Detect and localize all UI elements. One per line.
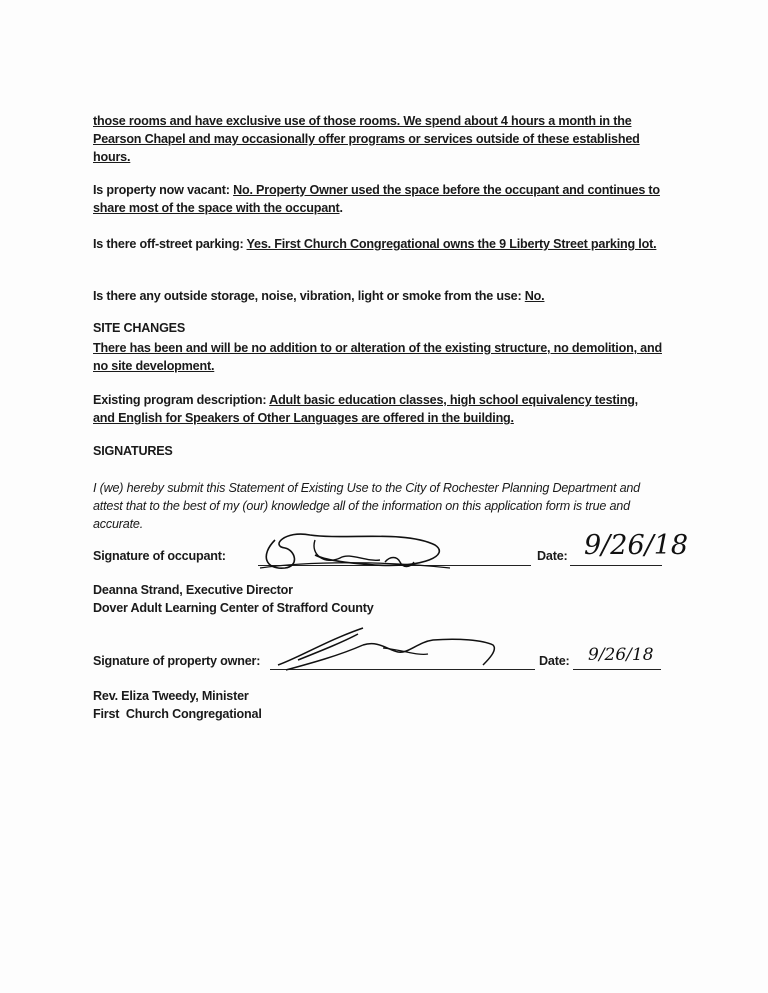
signatures-heading: SIGNATURES <box>93 444 173 458</box>
owner-name: Rev. Eliza Tweedy, Minister <box>93 689 249 703</box>
owner-date-line <box>573 669 661 670</box>
occupant-organization: Dover Adult Learning Center of Strafford County <box>93 601 374 615</box>
occupant-name: Deanna Strand, Executive Director <box>93 583 293 597</box>
occupant-date-value: 9/26/18 <box>584 530 689 561</box>
intro-paragraph: those rooms and have exclusive use of those rooms. We spend about 4 hours a month in the Pearson Chapel and may occasionally offer programs or services outside of these established hours. <box>93 114 640 164</box>
storage-answer: No. <box>524 289 545 303</box>
owner-signature-image <box>268 620 503 675</box>
program-label: Existing program description: <box>93 393 270 407</box>
owner-signature-label: Signature of property owner: <box>93 654 261 668</box>
occupant-signature-label: Signature of occupant: <box>93 549 226 563</box>
site-changes-text: There has been and will be no addition to or alteration of the existing structure, no demolition, and no site development. <box>93 341 662 373</box>
storage-field <box>93 287 663 305</box>
owner-organization: First Church Congregational <box>93 707 262 721</box>
site-changes-heading: SITE CHANGES <box>93 321 186 335</box>
vacant-tail: . <box>339 201 343 215</box>
program-field <box>93 391 663 427</box>
vacant-field <box>93 181 663 217</box>
parking-field <box>93 235 663 253</box>
storage-label: Is there any outside storage, noise, vibration, light or smoke from the use: <box>93 289 525 303</box>
occupant-date-line <box>570 565 662 566</box>
occupant-signature-image <box>255 510 455 580</box>
program-answer: Adult basic education classes, high school equivalency testing, and English for Speakers of Other Languages are offered in the building. <box>93 393 638 425</box>
occupant-date-label: Date: <box>537 549 568 563</box>
parking-label: Is there off-street parking: <box>93 237 247 251</box>
owner-date-value: 9/26/18 <box>588 645 654 665</box>
attestation-statement: I (we) hereby submit this Statement of Existing Use to the City of Rochester Planning Department and attest that to the best of my (our) knowledge all of the information on this application form is true and accurate. <box>93 481 640 531</box>
owner-date-label: Date: <box>539 654 570 668</box>
parking-answer: Yes. First Church Congregational owns the 9 Liberty Street parking lot. <box>246 237 657 251</box>
vacant-label: Is property now vacant: <box>93 183 234 197</box>
vacant-answer: No. Property Owner used the space before the occupant and continues to share most of the space with the occupant <box>93 183 660 215</box>
